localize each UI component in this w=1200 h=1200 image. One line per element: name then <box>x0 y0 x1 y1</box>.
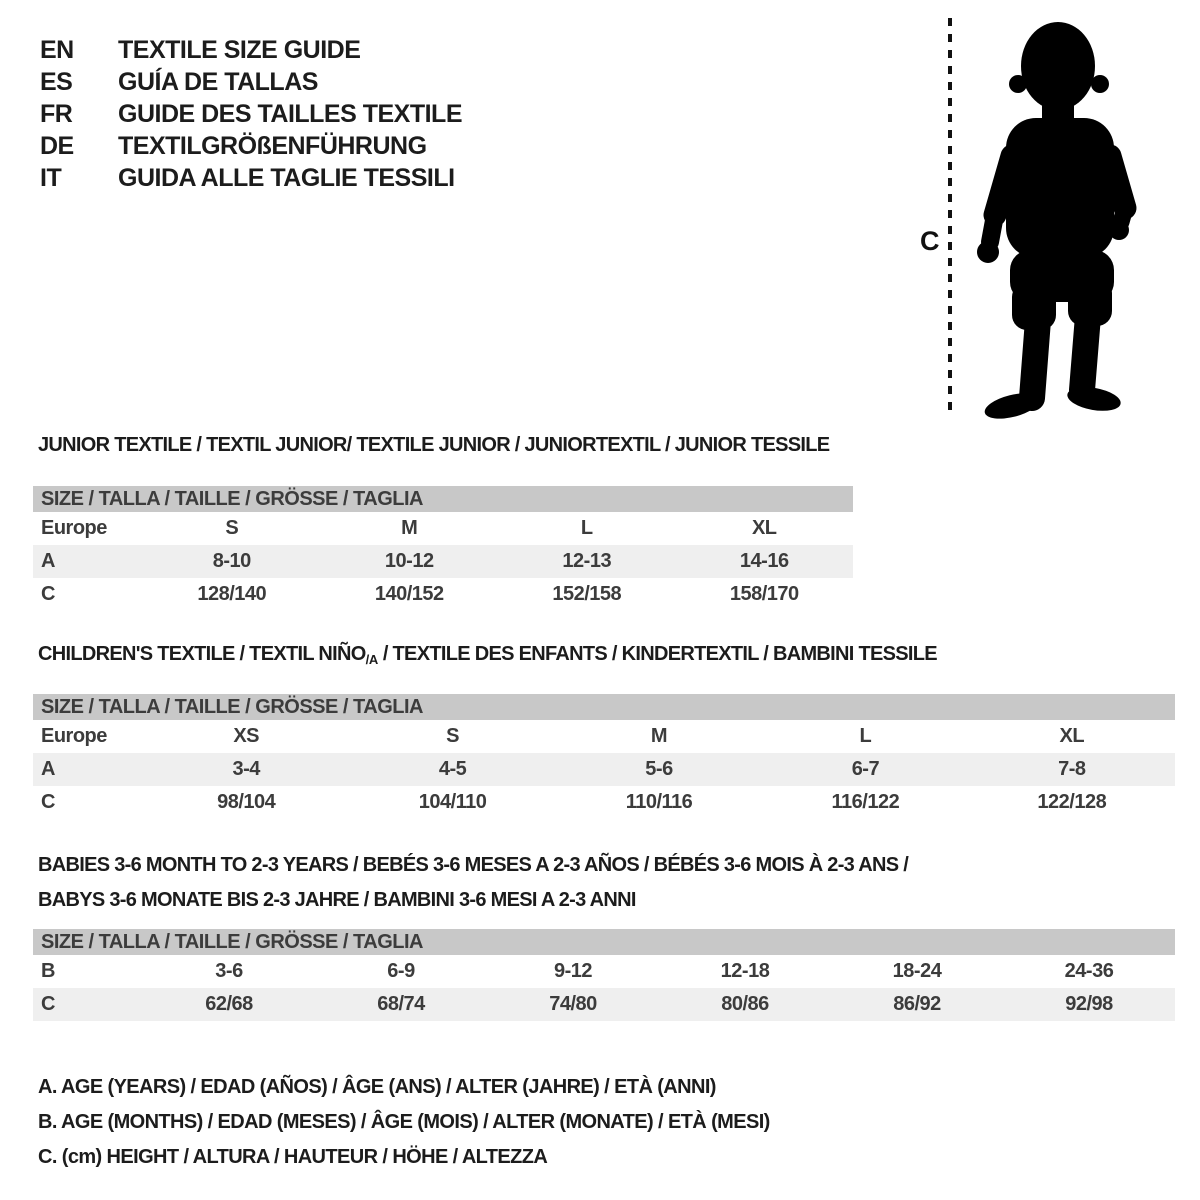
lang-code: EN <box>40 36 74 64</box>
lang-code: IT <box>40 164 62 192</box>
cell: 6-9 <box>387 960 415 982</box>
lang-code: ES <box>40 68 73 96</box>
lang-code: DE <box>40 132 74 160</box>
measure-label-c: C <box>920 226 940 256</box>
babies-size-bar: SIZE / TALLA / TAILLE / GRÖSSE / TAGLIA <box>33 929 1175 955</box>
cell: 3-4 <box>232 758 260 780</box>
row-label: Europe <box>41 517 107 539</box>
junior-row-a <box>33 545 853 578</box>
cell: 12-13 <box>562 550 612 572</box>
lang-label: GUIDE DES TAILLES TEXTILE <box>118 100 463 128</box>
row-label: A <box>41 550 55 572</box>
row-label: C <box>41 791 55 813</box>
children-title-main: CHILDREN'S TEXTILE / TEXTIL NIÑO <box>38 643 366 665</box>
children-row-c <box>33 786 1175 819</box>
junior-row-europe <box>33 512 853 545</box>
lang-row-de <box>40 130 462 162</box>
cell: M <box>650 725 668 747</box>
babies-size-table <box>33 929 1175 1021</box>
row-label: A <box>41 758 55 780</box>
cell: 128/140 <box>197 583 267 605</box>
cell: L <box>859 725 872 747</box>
cell: S <box>446 725 460 747</box>
cell: 122/128 <box>1037 791 1107 813</box>
legend-block <box>38 1070 770 1175</box>
toddler-silhouette <box>977 22 1129 422</box>
cell: 152/158 <box>552 583 622 605</box>
cell: 5-6 <box>645 758 673 780</box>
cell: 14-16 <box>739 550 789 572</box>
cell: 12-18 <box>720 960 770 982</box>
row-label: C <box>41 993 55 1015</box>
lang-label: TEXTILGRÖßENFÜHRUNG <box>118 132 427 160</box>
language-title-block <box>40 34 462 194</box>
children-title-subscript: /A <box>365 652 378 667</box>
cell: 104/110 <box>418 791 487 813</box>
babies-section-title <box>38 848 908 918</box>
row-label: B <box>41 960 55 982</box>
cell: 140/152 <box>374 583 444 605</box>
lang-row-it <box>40 162 462 194</box>
cell: 86/92 <box>893 993 941 1015</box>
junior-size-table <box>33 486 853 611</box>
toddler-silhouette-svg <box>898 10 1148 422</box>
cell: 7-8 <box>1058 758 1086 780</box>
cell: M <box>401 517 418 539</box>
cell: 4-5 <box>438 758 467 780</box>
legend-line-c: C. (cm) HEIGHT / ALTURA / HAUTEUR / HÖHE / ALTEZZA <box>38 1146 548 1168</box>
children-title-rest: / TEXTILE DES ENFANTS / KINDERTEXTIL / BAMBINI TESSILE <box>377 643 937 665</box>
cell: 9-12 <box>553 960 593 982</box>
cell: 74/80 <box>549 993 597 1015</box>
cell: 62/68 <box>205 993 253 1015</box>
children-section-title <box>38 643 937 667</box>
cell: 158/170 <box>729 583 799 605</box>
children-size-table <box>33 694 1175 819</box>
lang-row-en <box>40 34 462 66</box>
cell: XL <box>1059 725 1085 747</box>
height-measure <box>920 18 950 415</box>
children-row-a <box>33 753 1175 786</box>
junior-section-title: JUNIOR TEXTILE / TEXTIL JUNIOR/ TEXTILE JUNIOR / JUNIORTEXTIL / JUNIOR TESSILE <box>38 434 830 456</box>
legend-line-b: B. AGE (MONTHS) / EDAD (MESES) / ÂGE (MOIS) / ALTER (MONATE) / ETÀ (MESI) <box>38 1111 770 1133</box>
cell: 68/74 <box>377 993 425 1015</box>
lang-row-es <box>40 66 462 98</box>
cell: 80/86 <box>721 993 769 1015</box>
children-size-bar: SIZE / TALLA / TAILLE / GRÖSSE / TAGLIA <box>33 694 1175 720</box>
lang-label: GUÍA DE TALLAS <box>118 68 318 96</box>
legend-line-a: A. AGE (YEARS) / EDAD (AÑOS) / ÂGE (ANS) / ALTER (JAHRE) / ETÀ (ANNI) <box>38 1076 716 1098</box>
cell: 18-24 <box>892 960 942 982</box>
children-row-europe <box>33 720 1175 753</box>
cell: 24-36 <box>1064 960 1114 982</box>
cell: 10-12 <box>384 550 434 572</box>
cell: 116/122 <box>831 791 900 813</box>
cell: 110/116 <box>625 791 693 813</box>
cell: XS <box>233 725 260 747</box>
lang-code: FR <box>40 100 73 128</box>
junior-row-c <box>33 578 853 611</box>
babies-title-line2: BABYS 3-6 MONATE BIS 2-3 JAHRE / BAMBINI 3-6 MESI A 2-3 ANNI <box>38 889 636 911</box>
cell: XL <box>751 517 777 539</box>
row-label: C <box>41 583 55 605</box>
lang-label: GUIDA ALLE TAGLIE TESSILI <box>118 164 455 192</box>
cell: 3-6 <box>215 960 243 982</box>
row-label: Europe <box>41 725 107 747</box>
babies-title-line1: BABIES 3-6 MONTH TO 2-3 YEARS / BEBÉS 3-6 MESES A 2-3 AÑOS / BÉBÉS 3-6 MOIS À 2-3 ANS / <box>38 854 909 876</box>
toddler-figure <box>898 10 1148 422</box>
cell: L <box>580 517 593 539</box>
cell: 92/98 <box>1065 993 1113 1015</box>
junior-size-bar: SIZE / TALLA / TAILLE / GRÖSSE / TAGLIA <box>33 486 853 512</box>
lang-label: TEXTILE SIZE GUIDE <box>118 36 361 64</box>
lang-row-fr <box>40 98 462 130</box>
babies-row-c <box>33 988 1175 1021</box>
cell: S <box>225 517 239 539</box>
cell: 8-10 <box>212 550 251 572</box>
cell: 6-7 <box>851 758 880 780</box>
cell: 98/104 <box>217 791 276 813</box>
babies-row-b <box>33 955 1175 988</box>
